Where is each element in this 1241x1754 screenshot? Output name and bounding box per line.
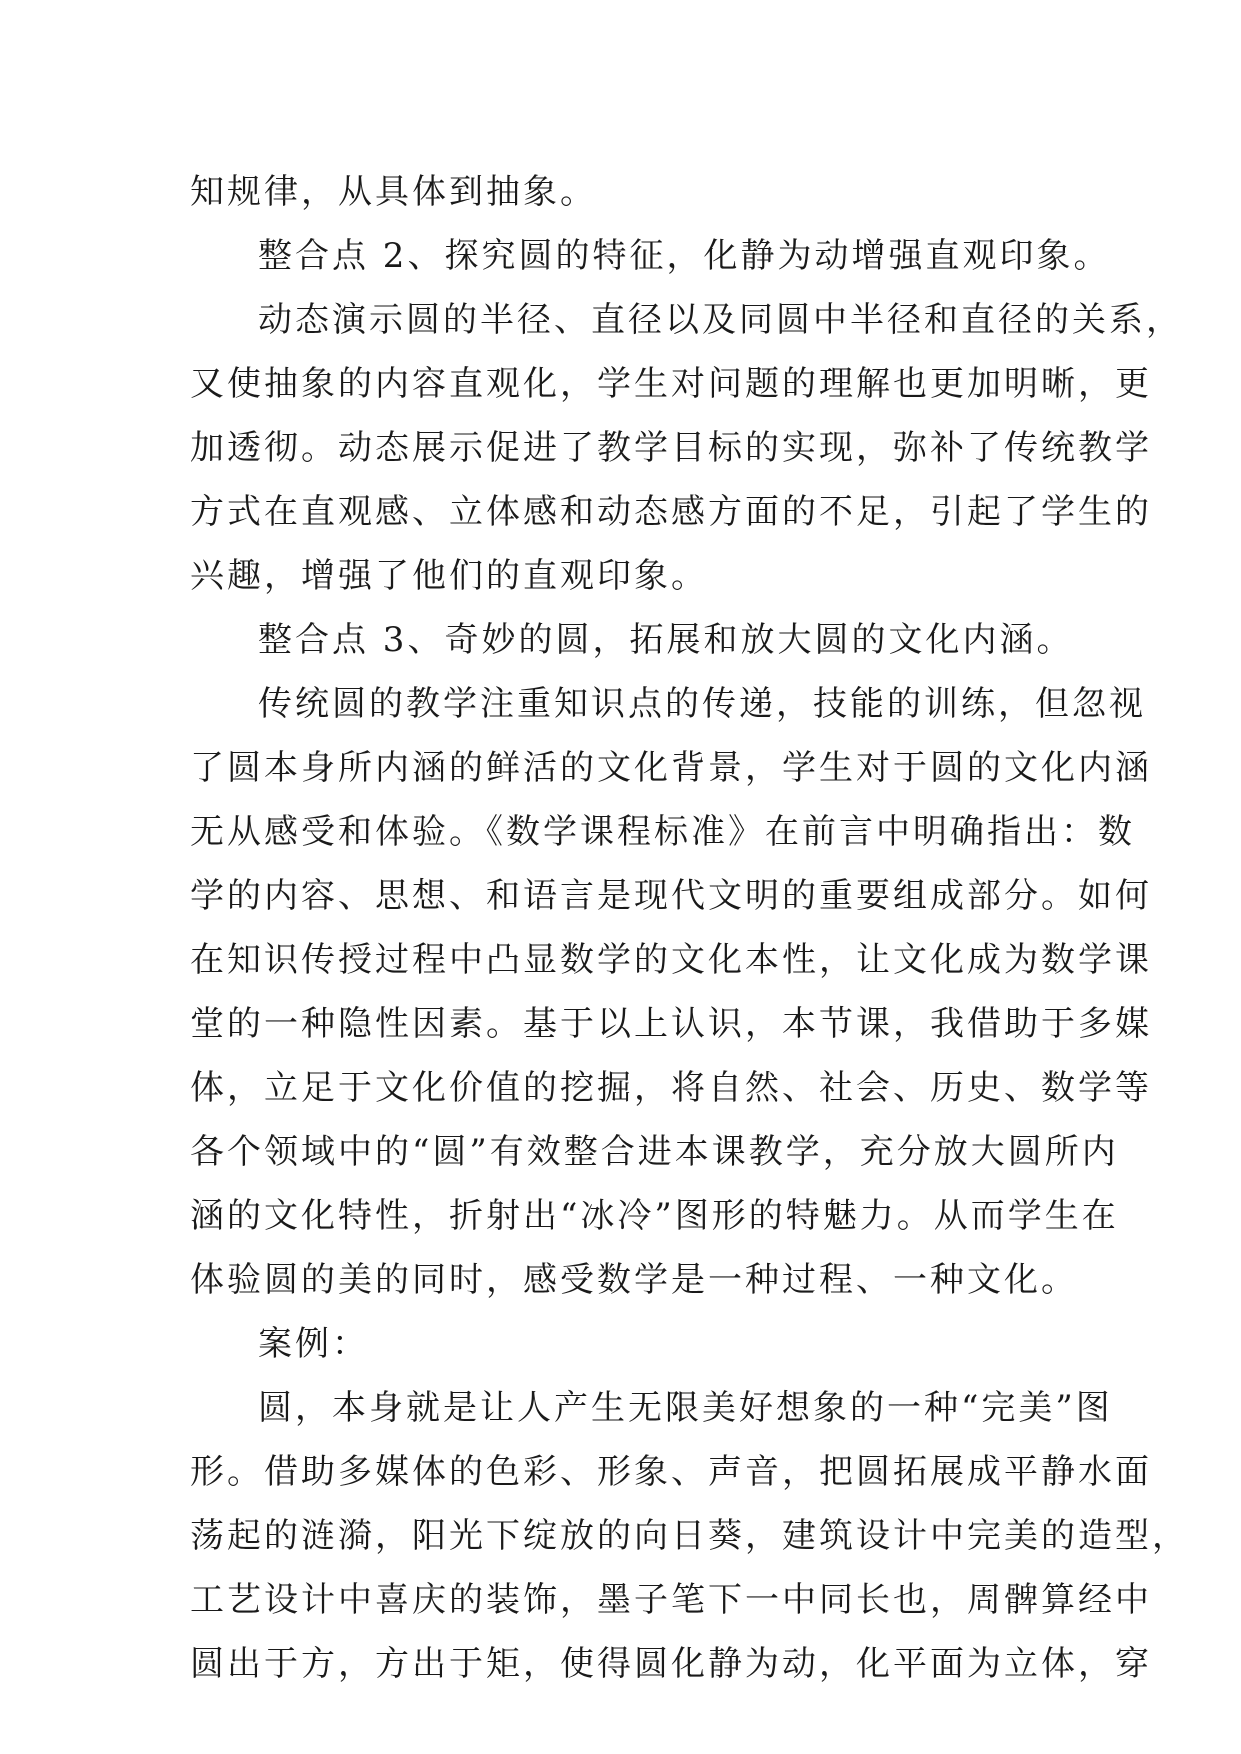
- section-heading: 整合点 2、探究圆的特征，化静为动增强直观印象。: [258, 236, 1111, 276]
- text-line: 动态演示圆的半径、直径以及同圆中半径和直径的关系，: [258, 300, 1183, 340]
- text-line: 堂的一种隐性因素。基于以上认识，本节课，我借助于多媒: [190, 1004, 1152, 1044]
- text-line: 圆出于方，方出于矩，使得圆化静为动，化平面为立体，穿: [190, 1644, 1152, 1684]
- text-line: 知规律，从具体到抽象。: [190, 172, 597, 212]
- text-line: 传统圆的教学注重知识点的传递，技能的训练，但忽视: [258, 684, 1146, 724]
- text-line: 了圆本身所内涵的鲜活的文化背景，学生对于圆的文化内涵: [190, 748, 1152, 788]
- text-line: 又使抽象的内容直观化，学生对问题的理解也更加明晰，更: [190, 364, 1152, 404]
- text-line: 体，立足于文化价值的挖掘，将自然、社会、历史、数学等: [190, 1068, 1152, 1108]
- text-line: 形。借助多媒体的色彩、形象、声音，把圆拓展成平静水面: [190, 1452, 1152, 1492]
- section-heading: 整合点 3、奇妙的圆，拓展和放大圆的文化内涵。: [258, 620, 1074, 660]
- section-heading: 案例：: [258, 1324, 369, 1364]
- text-line: 涵的文化特性，折射出“冰冷”图形的特魅力。从而学生在: [190, 1196, 1119, 1236]
- text-line: 无从感受和体验。《数学课程标准》在前言中明确指出：数: [190, 812, 1135, 852]
- text-line: 方式在直观感、立体感和动态感方面的不足，引起了学生的: [190, 492, 1152, 532]
- text-line: 荡起的涟漪，阳光下绽放的向日葵，建筑设计中完美的造型，: [190, 1516, 1189, 1556]
- text-line: 加透彻。动态展示促进了教学目标的实现，弥补了传统教学: [190, 428, 1152, 468]
- text-line: 各个领域中的“圆”有效整合进本课教学，充分放大圆所内: [190, 1132, 1119, 1172]
- body-text: [190, 160, 1189, 1696]
- text-line: 工艺设计中喜庆的装饰，墨子笔下一中同长也，周髀算经中: [190, 1580, 1152, 1620]
- text-line: 在知识传授过程中凸显数学的文化本性，让文化成为数学课: [190, 940, 1152, 980]
- text-line: 兴趣，增强了他们的直观印象。: [190, 556, 708, 596]
- text-line: 圆，本身就是让人产生无限美好想象的一种“完美”图: [258, 1388, 1113, 1428]
- text-line: 体验圆的美的同时，感受数学是一种过程、一种文化。: [190, 1260, 1078, 1300]
- text-line: 学的内容、思想、和语言是现代文明的重要组成部分。如何: [190, 876, 1152, 916]
